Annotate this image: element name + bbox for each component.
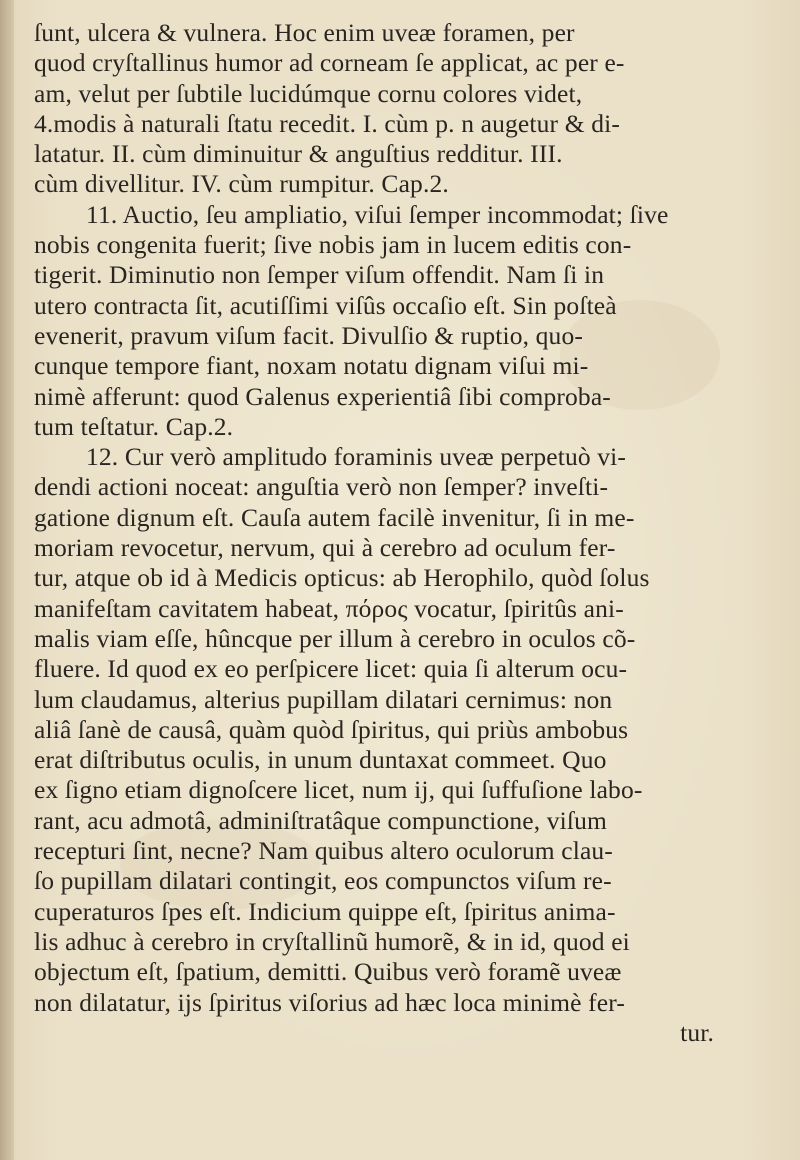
text-line: cùm divellitur. IV. cùm rumpitur. Cap.2. bbox=[34, 169, 449, 199]
text-line: 4.modis à naturali ſtatu recedit. I. cùm p. n augetur & di- bbox=[34, 108, 620, 138]
body-text bbox=[34, 18, 714, 1048]
text-line: erat diſtributus oculis, in unum duntaxat commeet. Quo bbox=[34, 745, 607, 775]
text-line: nimè afferunt: quod Galenus experientiâ ſibi comproba- bbox=[34, 381, 611, 411]
paragraph-start-line: 11. Auctio, ſeu ampliatio, viſui ſemper incommodat; ſive bbox=[86, 199, 669, 229]
text-line: tigerit. Diminutio non ſemper viſum offendit. Nam ſi in bbox=[34, 260, 605, 290]
text-line: cunque tempore fiant, noxam notatu dignam viſui mi- bbox=[34, 351, 589, 381]
text-line: am, velut per ſubtile lucidúmque cornu colores videt, bbox=[34, 78, 583, 108]
text-line: lis adhuc à cerebro in cryſtallinũ humorẽ, & in id, quod ei bbox=[34, 926, 630, 956]
text-line: recepturi ſint, necne? Nam quibus altero oculorum clau- bbox=[34, 836, 613, 866]
text-line: ſunt, ulcera & vulnera. Hoc enim uveæ foramen, per bbox=[34, 18, 575, 47]
text-line: utero contracta ſit, acutiſſimi viſûs occaſio eſt. Sin poſteà bbox=[34, 290, 617, 320]
text-line: latatur. II. cùm diminuitur & anguſtius redditur. III. bbox=[34, 139, 563, 169]
text-line: evenerit, pravum viſum facit. Divulſio & ruptio, quo- bbox=[34, 320, 584, 350]
paragraph-start-line: 12. Cur verò amplitudo foraminis uveæ perpetuò vi- bbox=[86, 442, 627, 472]
text-line: moriam revocetur, nervum, qui à cerebro ad oculum fer- bbox=[34, 533, 616, 563]
text-line: lum claudamus, alterius pupillam dilatari cernimus: non bbox=[34, 684, 613, 714]
text-line: fluere. Id quod ex eo perſpicere licet: quia ſi alterum ocu- bbox=[34, 654, 628, 684]
text-line: gatione dignum eſt. Cauſa autem facilè invenitur, ſi in me- bbox=[34, 502, 635, 532]
text-line: ex ſigno etiam dignoſcere licet, num ij, qui ſuffuſione labo- bbox=[34, 775, 643, 805]
text-line: malis viam eſſe, hûncque per illum à cerebro in oculos cõ- bbox=[34, 623, 636, 653]
text-line: quod cryſtallinus humor ad corneam ſe applicat, ac per e- bbox=[34, 48, 625, 78]
text-line: ſo pupillam dilatari contingit, eos compunctos viſum re- bbox=[34, 866, 612, 896]
catchword: tur. bbox=[680, 1017, 714, 1047]
text-line: cuperaturos ſpes eſt. Indicium quippe eſt, ſpiritus anima- bbox=[34, 896, 616, 926]
page-gutter-shadow bbox=[0, 0, 14, 1160]
text-line: nobis congenita fuerit; ſive nobis jam in lucem editis con- bbox=[34, 230, 632, 260]
text-line: objectum eſt, ſpatium, demitti. Quibus verò foramẽ uveæ bbox=[34, 957, 622, 987]
text-line: tur, atque ob id à Medicis opticus: ab Herophilo, quòd ſolus bbox=[34, 563, 650, 593]
text-line: aliâ ſanè de causâ, quàm quòd ſpiritus, qui priùs ambobus bbox=[34, 714, 629, 744]
text-line: dendi actioni noceat: anguſtia verò non ſemper? inveſti- bbox=[34, 472, 609, 502]
text-line: manifeſtam cavitatem habeat, πόρος vocatur, ſpiritûs ani- bbox=[34, 593, 624, 623]
text-line: tum teſtatur. Cap.2. bbox=[34, 411, 234, 441]
text-line: rant, acu admotâ, adminiſtratâque compunctione, viſum bbox=[34, 805, 608, 835]
text-line: non dilatatur, ijs ſpiritus viſorius ad hæc loca minimè fer- bbox=[34, 987, 626, 1017]
